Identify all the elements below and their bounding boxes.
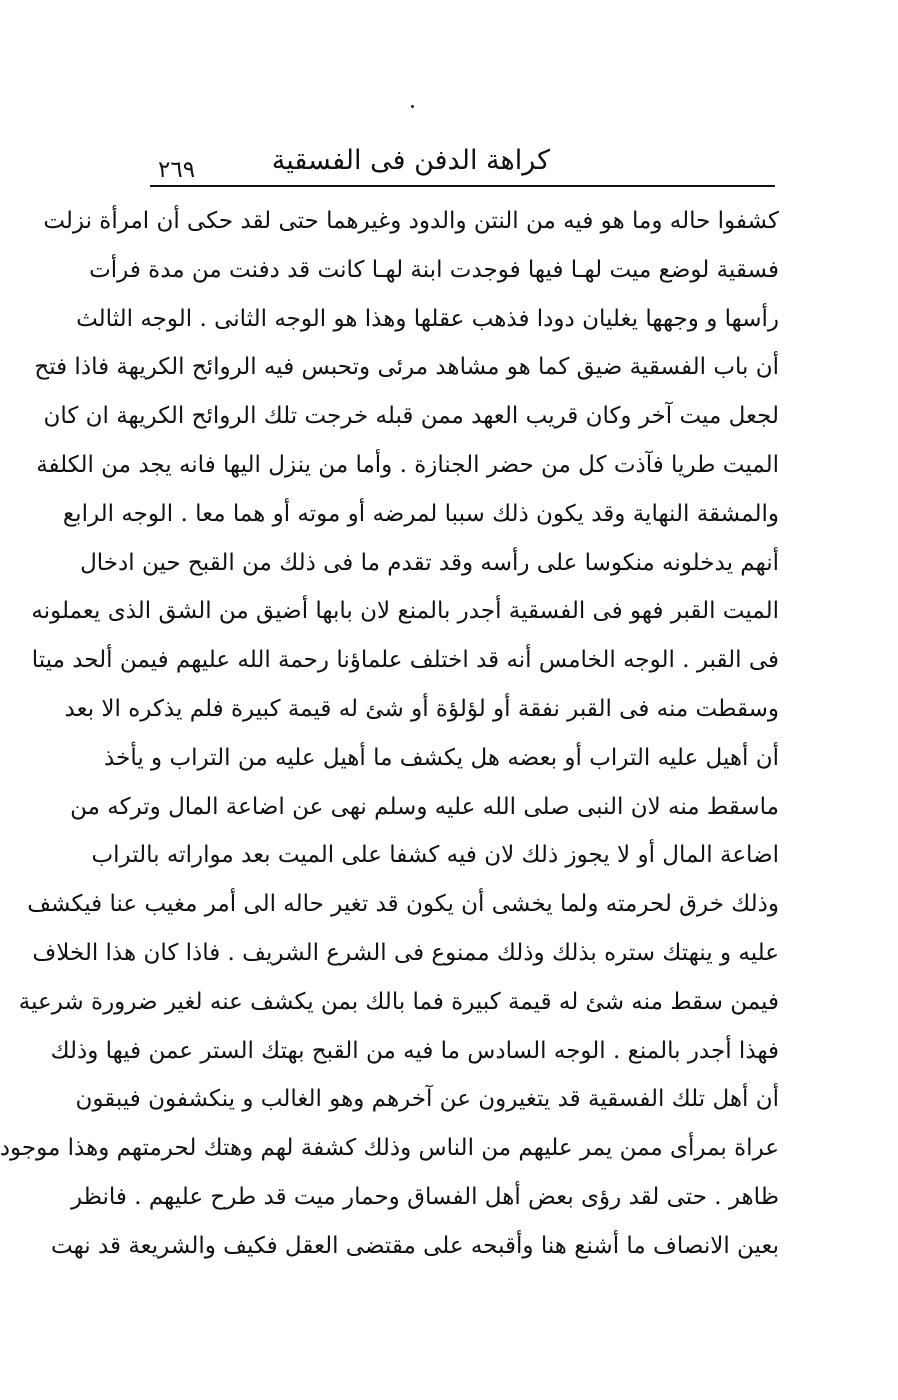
page-header (150, 138, 775, 184)
text-line: لجعل ميت آخر وكان قريب العهد ممن قبله خرجت تلك الروائح الكريهة ان كان (43, 403, 779, 430)
text-line: ماسقط منه لان النبى صلى الله عليه وسلم نهى عن اضاعة المال وتركه من (70, 793, 779, 820)
running-title: كراهة الدفن فى الفسقية (271, 145, 550, 176)
body-text (0, 197, 779, 1271)
text-line: فهذا أجدر بالمنع . الوجه السادس ما فيه من القبح بهتك الستر عمن فيها وذلك (50, 1037, 779, 1064)
text-line: أنهم يدخلونه منكوسا على رأسه وقد تقدم ما فى ذلك من القبح حين ادخال (80, 549, 779, 576)
text-line: أن أهيل عليه التراب أو بعضه هل يكشف ما أهيل عليه من التراب و يأخذ (104, 744, 779, 771)
text-line: أن باب الفسقية ضيق كما هو مشاهد مرئى وتحبس فيه الروائح الكريهة فاذا فتح (34, 354, 779, 381)
text-line: وسقطت منه فى القبر نفقة أو لؤلؤة أو شئ له قيمة كبيرة فلم يذكره الا بعد (64, 695, 779, 722)
header-rule (150, 185, 775, 187)
text-line: الميت طريا فآذت كل من حضر الجنازة . وأما من ينزل اليها فانه يجد من الكلفة (36, 451, 779, 478)
text-line: عليه و ينهتك ستره بذلك وذلك ممنوع فى الشرع الشريف . فاذا كان هذا الخلاف (32, 939, 779, 966)
text-line: فى القبر . الوجه الخامس أنه قد اختلف علماؤنا رحمة الله عليهم فيمن ألحد ميتا (31, 647, 779, 674)
text-line: فيمن سقط منه شئ له قيمة كبيرة فما بالك بمن يكشف عنه لغير ضرورة شرعية (18, 988, 779, 1015)
text-line: عراة بمرأى ممن يمر عليهم من الناس وذلك كشفة لهم وهتك لحرمتهم وهذا موجود (0, 1135, 779, 1162)
text-line: أن أهل تلك الفسقية قد يتغيرون عن آخرهم وهو الغالب و ينكشفون فيبقون (75, 1086, 779, 1113)
text-line: كشفوا حاله وما هو فيه من النتن والدود وغيرهما حتى لقد حكى أن امرأة نزلت (43, 208, 779, 234)
text-line: رأسها و وجهها يغليان دودا فذهب عقلها وهذا هو الوجه الثانى . الوجه الثالث (76, 305, 779, 332)
text-line: وذلك خرق لحرمته ولما يخشى أن يكون قد تغير حاله الى أمر مغيب عنا فيكشف (27, 891, 779, 918)
ink-speck (411, 105, 414, 108)
text-line: والمشقة النهاية وقد يكون ذلك سببا لمرضه أو موته أو هما معا . الوجه الرابع (62, 500, 779, 527)
text-line: بعين الانصاف ما أشنع هنا وأقبحه على مقتضى العقل فكيف والشريعة قد نهت (51, 1232, 779, 1259)
text-line: فسقية لوضع ميت لهـا فيها فوجدت ابنة لهـا كانت قد دفنت من مدة فرأت (89, 256, 779, 283)
text-line: الميت القبر فهو فى الفسقية أجدر بالمنع لان بابها أضيق من الشق الذى يعملونه (31, 598, 779, 625)
page-number: ٢٦٩ (158, 157, 196, 183)
text-line: ظاهر . حتى لقد رؤى بعض أهل الفساق وحمار ميت قد طرح عليهم . فانظر (70, 1183, 779, 1210)
text-line: اضاعة المال أو لا يجوز ذلك لان فيه كشفا على الميت بعد مواراته بالتراب (91, 842, 779, 869)
